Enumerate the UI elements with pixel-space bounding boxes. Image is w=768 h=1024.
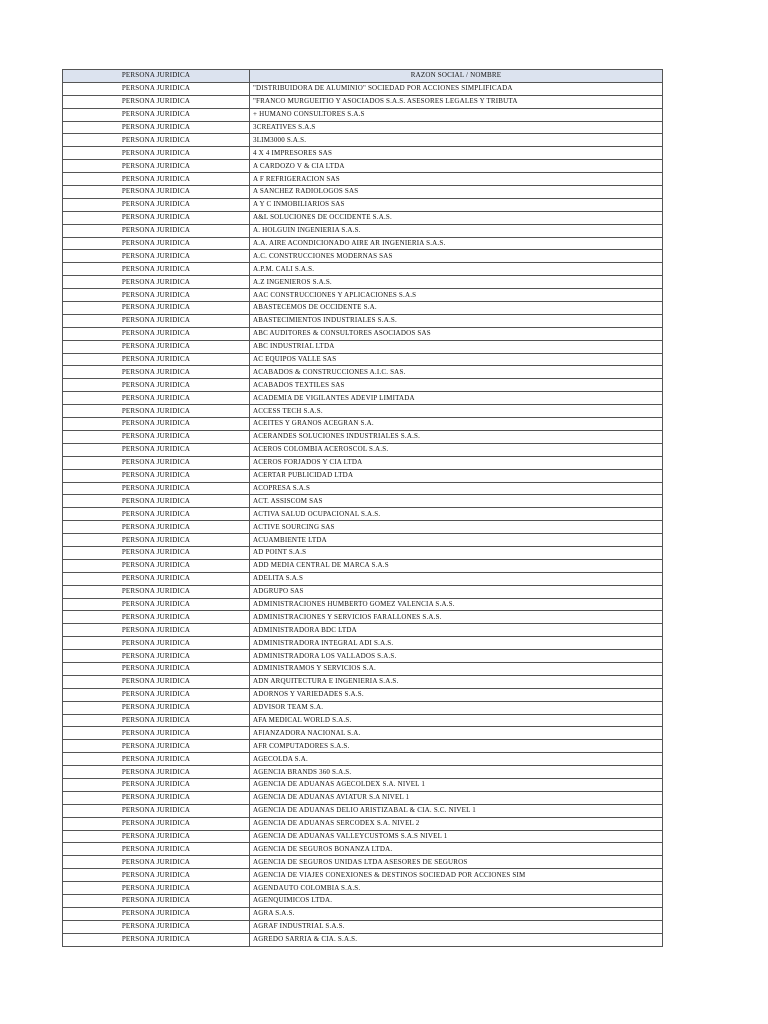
table-row: [63, 766, 663, 779]
table-row: [63, 430, 663, 443]
company-name-cell: AGREDO SARRIA & CIA. S.A.S.: [250, 933, 663, 946]
company-name-cell: ACEITES Y GRANOS ACEGRAN S.A.: [250, 418, 663, 431]
company-name-cell: AGENCIA BRANDS 360 S.A.S.: [250, 766, 663, 779]
entity-type-cell: PERSONA JURIDICA: [63, 456, 250, 469]
company-name-cell: 3LIM3000 S.A.S.: [250, 134, 663, 147]
table-row: [63, 778, 663, 791]
entity-type-cell: PERSONA JURIDICA: [63, 895, 250, 908]
entity-type-cell: PERSONA JURIDICA: [63, 546, 250, 559]
company-name-cell: ACEROS COLOMBIA ACEROSCOL S.A.S.: [250, 443, 663, 456]
entity-type-cell: PERSONA JURIDICA: [63, 379, 250, 392]
table-row: [63, 521, 663, 534]
company-name-cell: A. HOLGUIN INGENIERIA S.A.S.: [250, 224, 663, 237]
company-name-cell: ACTIVE SOURCING SAS: [250, 521, 663, 534]
company-name-cell: ACERTAR PUBLICIDAD LTDA: [250, 469, 663, 482]
entity-type-cell: PERSONA JURIDICA: [63, 353, 250, 366]
entity-type-cell: PERSONA JURIDICA: [63, 907, 250, 920]
company-name-cell: ACCESS TECH S.A.S.: [250, 405, 663, 418]
company-name-cell: A.Z INGENIEROS S.A.S.: [250, 276, 663, 289]
entity-type-cell: PERSONA JURIDICA: [63, 211, 250, 224]
table-row: [63, 856, 663, 869]
company-name-cell: AGECOLDA S.A.: [250, 753, 663, 766]
table-row: [63, 675, 663, 688]
company-name-cell: ADMINISTRAMOS Y SERVICIOS S.A.: [250, 662, 663, 675]
table-row: [63, 701, 663, 714]
table-row: [63, 637, 663, 650]
entity-type-cell: PERSONA JURIDICA: [63, 82, 250, 95]
table-row: [63, 882, 663, 895]
column-header-name: RAZON SOCIAL / NOMBRE: [250, 70, 663, 83]
entity-type-cell: PERSONA JURIDICA: [63, 430, 250, 443]
entity-type-cell: PERSONA JURIDICA: [63, 882, 250, 895]
table-header-row: [63, 70, 663, 83]
entity-type-cell: PERSONA JURIDICA: [63, 405, 250, 418]
table-row: [63, 263, 663, 276]
table-row: [63, 650, 663, 663]
company-name-cell: ADN ARQUITECTURA E INGENIERIA S.A.S.: [250, 675, 663, 688]
entity-type-cell: PERSONA JURIDICA: [63, 263, 250, 276]
entity-type-cell: PERSONA JURIDICA: [63, 624, 250, 637]
company-name-cell: ACUAMBIENTE LTDA: [250, 534, 663, 547]
entity-type-cell: PERSONA JURIDICA: [63, 804, 250, 817]
table-row: [63, 327, 663, 340]
entity-type-cell: PERSONA JURIDICA: [63, 740, 250, 753]
entity-type-cell: PERSONA JURIDICA: [63, 714, 250, 727]
table-row: [63, 340, 663, 353]
entity-type-cell: PERSONA JURIDICA: [63, 572, 250, 585]
entity-type-cell: PERSONA JURIDICA: [63, 662, 250, 675]
table-row: [63, 791, 663, 804]
entity-type-cell: PERSONA JURIDICA: [63, 701, 250, 714]
entity-type-cell: PERSONA JURIDICA: [63, 675, 250, 688]
table-row: [63, 95, 663, 108]
company-name-cell: ACT. ASSISCOM SAS: [250, 495, 663, 508]
table-row: [63, 933, 663, 946]
company-name-cell: ADMINISTRACIONES Y SERVICIOS FARALLONES S.A.S.: [250, 611, 663, 624]
table-row: [63, 830, 663, 843]
company-name-cell: AFR COMPUTADORES S.A.S.: [250, 740, 663, 753]
entity-type-cell: PERSONA JURIDICA: [63, 237, 250, 250]
table-row: [63, 173, 663, 186]
entity-type-cell: PERSONA JURIDICA: [63, 559, 250, 572]
table-row: [63, 379, 663, 392]
company-name-cell: ACTIVA SALUD OCUPACIONAL S.A.S.: [250, 508, 663, 521]
table-row: [63, 817, 663, 830]
table-row: [63, 224, 663, 237]
entity-type-cell: PERSONA JURIDICA: [63, 418, 250, 431]
company-name-cell: AGENCIA DE ADUANAS SERCODEX S.A. NIVEL 2: [250, 817, 663, 830]
company-name-cell: ACEROS FORJADOS Y CIA LTDA: [250, 456, 663, 469]
company-name-cell: AD POINT S.A.S: [250, 546, 663, 559]
entity-type-cell: PERSONA JURIDICA: [63, 392, 250, 405]
table-row: [63, 198, 663, 211]
entity-type-cell: PERSONA JURIDICA: [63, 534, 250, 547]
company-name-cell: ABC AUDITORES & CONSULTORES ASOCIADOS SAS: [250, 327, 663, 340]
company-name-cell: A&L SOLUCIONES DE OCCIDENTE S.A.S.: [250, 211, 663, 224]
table-row: [63, 598, 663, 611]
table-row: [63, 108, 663, 121]
entity-type-cell: PERSONA JURIDICA: [63, 766, 250, 779]
table-row: [63, 482, 663, 495]
entity-type-cell: PERSONA JURIDICA: [63, 856, 250, 869]
entity-type-cell: PERSONA JURIDICA: [63, 482, 250, 495]
company-name-cell: AGENCIA DE ADUANAS AVIATUR S.A NIVEL 1: [250, 791, 663, 804]
entity-type-cell: PERSONA JURIDICA: [63, 108, 250, 121]
table-row: [63, 276, 663, 289]
table-row: [63, 366, 663, 379]
entity-type-cell: PERSONA JURIDICA: [63, 121, 250, 134]
company-name-cell: AAC CONSTRUCCIONES Y APLICACIONES S.A.S: [250, 289, 663, 302]
company-name-cell: A.A. AIRE ACONDICIONADO AIRE AR INGENIERIA S.A.S.: [250, 237, 663, 250]
entity-type-cell: PERSONA JURIDICA: [63, 611, 250, 624]
table-row: [63, 121, 663, 134]
entity-type-cell: PERSONA JURIDICA: [63, 250, 250, 263]
table-row: [63, 585, 663, 598]
table-row: [63, 624, 663, 637]
company-name-cell: ADMINISTRADORA BDC LTDA: [250, 624, 663, 637]
company-name-cell: AGENCIA DE ADUANAS AGECOLDEX S.A. NIVEL 1: [250, 778, 663, 791]
company-name-cell: AGENCIA DE ADUANAS VALLEYCUSTOMS S.A.S NIVEL 1: [250, 830, 663, 843]
company-name-cell: AFA MEDICAL WORLD S.A.S.: [250, 714, 663, 727]
company-name-cell: AGENCIA DE SEGUROS UNIDAS LTDA ASESORES DE SEGUROS: [250, 856, 663, 869]
entity-type-cell: PERSONA JURIDICA: [63, 933, 250, 946]
company-name-cell: ADMINISTRADORA LOS VALLADOS S.A.S.: [250, 650, 663, 663]
entity-type-cell: PERSONA JURIDICA: [63, 817, 250, 830]
entity-type-cell: PERSONA JURIDICA: [63, 160, 250, 173]
entity-type-cell: PERSONA JURIDICA: [63, 753, 250, 766]
entity-type-cell: PERSONA JURIDICA: [63, 688, 250, 701]
entity-type-cell: PERSONA JURIDICA: [63, 443, 250, 456]
entity-type-cell: PERSONA JURIDICA: [63, 920, 250, 933]
table-row: [63, 546, 663, 559]
table-row: [63, 134, 663, 147]
table-row: [63, 82, 663, 95]
company-name-cell: AGRAF INDUSTRIAL S.A.S.: [250, 920, 663, 933]
column-header-type: PERSONA JURIDICA: [63, 70, 250, 83]
table-row: [63, 508, 663, 521]
entity-type-cell: PERSONA JURIDICA: [63, 727, 250, 740]
company-name-cell: AGRA S.A.S.: [250, 907, 663, 920]
entity-type-cell: PERSONA JURIDICA: [63, 508, 250, 521]
entity-type-cell: PERSONA JURIDICA: [63, 340, 250, 353]
entity-type-cell: PERSONA JURIDICA: [63, 366, 250, 379]
company-name-cell: AGENCIA DE SEGUROS BONANZA LTDA.: [250, 843, 663, 856]
table-row: [63, 920, 663, 933]
company-name-cell: A SANCHEZ RADIOLOGOS SAS: [250, 186, 663, 199]
table-body: [63, 82, 663, 946]
table-row: [63, 443, 663, 456]
table-row: [63, 353, 663, 366]
company-name-cell: ADMINISTRADORA INTEGRAL ADI S.A.S.: [250, 637, 663, 650]
company-name-cell: A Y C INMOBILIARIOS SAS: [250, 198, 663, 211]
company-name-cell: ABC INDUSTRIAL LTDA: [250, 340, 663, 353]
entity-type-cell: PERSONA JURIDICA: [63, 469, 250, 482]
table-row: [63, 160, 663, 173]
company-name-cell: AFIANZADORA NACIONAL S.A.: [250, 727, 663, 740]
table-row: [63, 714, 663, 727]
entity-type-cell: PERSONA JURIDICA: [63, 778, 250, 791]
table-row: [63, 302, 663, 315]
entity-type-cell: PERSONA JURIDICA: [63, 830, 250, 843]
company-name-cell: A.P.M. CALI S.A.S.: [250, 263, 663, 276]
company-name-cell: + HUMANO CONSULTORES S.A.S: [250, 108, 663, 121]
company-name-cell: ADD MEDIA CENTRAL DE MARCA S.A.S: [250, 559, 663, 572]
entity-type-cell: PERSONA JURIDICA: [63, 869, 250, 882]
table-row: [63, 250, 663, 263]
table-row: [63, 289, 663, 302]
company-name-cell: ABASTECEMOS DE OCCIDENTE S.A.: [250, 302, 663, 315]
table-row: [63, 495, 663, 508]
table-row: [63, 405, 663, 418]
table-row: [63, 727, 663, 740]
entity-type-cell: PERSONA JURIDICA: [63, 327, 250, 340]
company-name-cell: ADGRUPO SAS: [250, 585, 663, 598]
table-row: [63, 572, 663, 585]
table-row: [63, 869, 663, 882]
table-row: [63, 843, 663, 856]
table-row: [63, 907, 663, 920]
company-name-cell: A CARDOZO V & CIA LTDA: [250, 160, 663, 173]
company-name-cell: "DISTRIBUIDORA DE ALUMINIO" SOCIEDAD POR ACCIONES SIMPLIFICADA: [250, 82, 663, 95]
entity-type-cell: PERSONA JURIDICA: [63, 147, 250, 160]
entity-type-cell: PERSONA JURIDICA: [63, 791, 250, 804]
company-name-cell: AGENCIA DE VIAJES CONEXIONES & DESTINOS SOCIEDAD POR ACCIONES SIM: [250, 869, 663, 882]
table-row: [63, 469, 663, 482]
table-row: [63, 753, 663, 766]
entity-type-cell: PERSONA JURIDICA: [63, 95, 250, 108]
company-name-cell: 3CREATIVES S.A.S: [250, 121, 663, 134]
company-name-cell: ACOPRESA S.A.S: [250, 482, 663, 495]
table-row: [63, 314, 663, 327]
company-name-cell: ADORNOS Y VARIEDADES S.A.S.: [250, 688, 663, 701]
entity-type-cell: PERSONA JURIDICA: [63, 585, 250, 598]
entity-type-cell: PERSONA JURIDICA: [63, 198, 250, 211]
company-name-cell: AGENDAUTO COLOMBIA S.A.S.: [250, 882, 663, 895]
table-row: [63, 559, 663, 572]
entity-type-cell: PERSONA JURIDICA: [63, 495, 250, 508]
company-name-cell: ABASTECIMIENTOS INDUSTRIALES S.A.S.: [250, 314, 663, 327]
company-name-cell: ACADEMIA DE VIGILANTES ADEVIP LIMITADA: [250, 392, 663, 405]
table-row: [63, 895, 663, 908]
company-name-cell: ACERANDES SOLUCIONES INDUSTRIALES S.A.S.: [250, 430, 663, 443]
entity-type-cell: PERSONA JURIDICA: [63, 302, 250, 315]
entity-type-cell: PERSONA JURIDICA: [63, 598, 250, 611]
entity-type-cell: PERSONA JURIDICA: [63, 186, 250, 199]
company-name-cell: ADMINISTRACIONES HUMBERTO GOMEZ VALENCIA S.A.S.: [250, 598, 663, 611]
company-name-cell: 4 X 4 IMPRESORES SAS: [250, 147, 663, 160]
entity-type-cell: PERSONA JURIDICA: [63, 276, 250, 289]
table-row: [63, 211, 663, 224]
company-name-cell: AC EQUIPOS VALLE SAS: [250, 353, 663, 366]
table-row: [63, 740, 663, 753]
table-row: [63, 456, 663, 469]
company-name-cell: AGENQUIMICOS LTDA.: [250, 895, 663, 908]
entity-type-cell: PERSONA JURIDICA: [63, 843, 250, 856]
entity-type-cell: PERSONA JURIDICA: [63, 314, 250, 327]
company-name-cell: ACABADOS & CONSTRUCCIONES A.I.C. SAS.: [250, 366, 663, 379]
entity-type-cell: PERSONA JURIDICA: [63, 224, 250, 237]
company-name-cell: ACABADOS TEXTILES SAS: [250, 379, 663, 392]
company-name-cell: ADVISOR TEAM S.A.: [250, 701, 663, 714]
table-row: [63, 688, 663, 701]
table-row: [63, 147, 663, 160]
table-row: [63, 392, 663, 405]
entity-type-cell: PERSONA JURIDICA: [63, 637, 250, 650]
entity-type-cell: PERSONA JURIDICA: [63, 134, 250, 147]
table-row: [63, 534, 663, 547]
company-name-cell: AGENCIA DE ADUANAS DELIO ARISTIZABAL & CIA. S.C. NIVEL 1: [250, 804, 663, 817]
entity-type-cell: PERSONA JURIDICA: [63, 173, 250, 186]
entity-type-cell: PERSONA JURIDICA: [63, 289, 250, 302]
entity-type-cell: PERSONA JURIDICA: [63, 650, 250, 663]
company-name-cell: A.C. CONSTRUCCIONES MODERNAS SAS: [250, 250, 663, 263]
table-row: [63, 804, 663, 817]
company-table: [62, 69, 663, 947]
company-name-cell: "FRANCO MURGUEITIO Y ASOCIADOS S.A.S. ASESORES LEGALES Y TRIBUTA: [250, 95, 663, 108]
table-row: [63, 186, 663, 199]
table-row: [63, 662, 663, 675]
company-name-cell: ADELITA S.A.S: [250, 572, 663, 585]
company-name-cell: A F REFRIGERACION SAS: [250, 173, 663, 186]
table-row: [63, 237, 663, 250]
table-row: [63, 418, 663, 431]
table-row: [63, 611, 663, 624]
entity-type-cell: PERSONA JURIDICA: [63, 521, 250, 534]
